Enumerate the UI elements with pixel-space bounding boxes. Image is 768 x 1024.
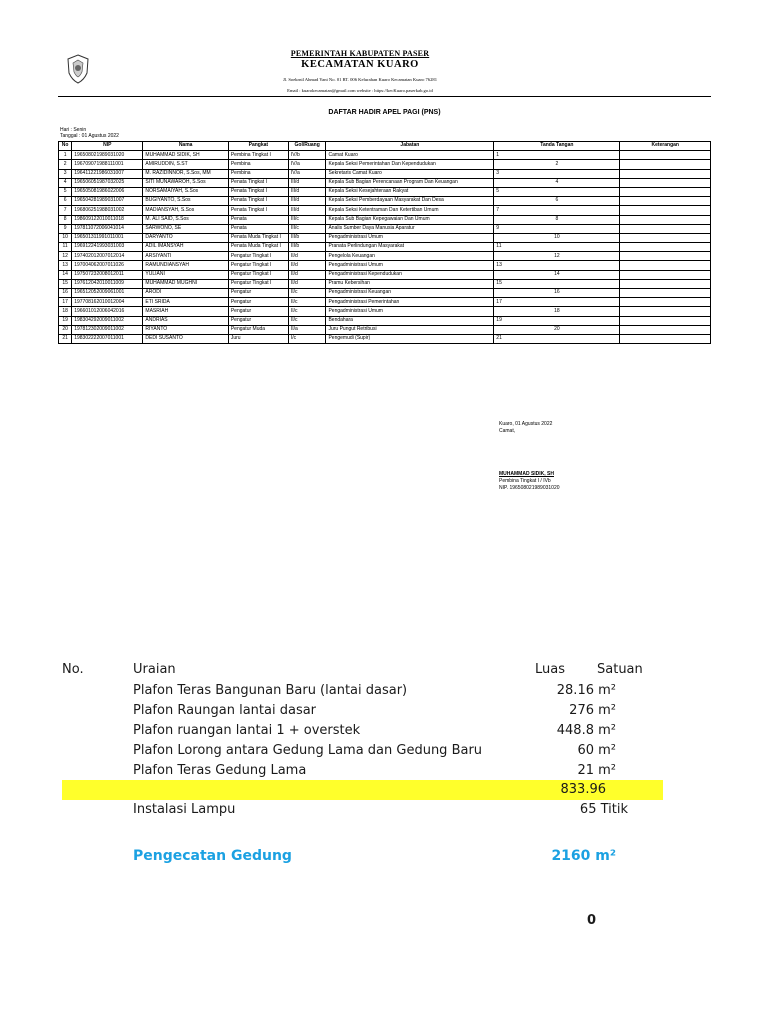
attendance-meta xyxy=(60,127,119,139)
row-jabatan: Pengadministrasi Umum xyxy=(326,261,494,270)
row-jabatan: Analis Sumber Daya Manusia Aparatur xyxy=(326,224,494,233)
lamp-label: Instalasi Lampu xyxy=(133,802,236,817)
table-row xyxy=(59,298,711,307)
row-nama: DARYANTO xyxy=(143,233,228,242)
table-row xyxy=(59,215,711,224)
row-jabatan: Juru Pungut Retribusi xyxy=(326,325,494,334)
item-value: 276 m² xyxy=(569,703,616,718)
row-nip: 196601012006042016 xyxy=(72,307,143,316)
row-ttd: 2 xyxy=(494,160,620,169)
row-pangkat: Penata Tingkat I xyxy=(228,187,288,196)
row-pangkat: Pengatur Tingkat I xyxy=(228,279,288,288)
row-keterangan xyxy=(620,160,711,169)
row-nama: DEDI SUSANTO xyxy=(143,334,228,343)
row-nip: 197004062007011026 xyxy=(72,261,143,270)
row-keterangan xyxy=(620,325,711,334)
calc-head-no: No. xyxy=(62,662,84,677)
row-nama: MUHAMMAD MUGHNI xyxy=(143,279,228,288)
row-ttd: 4 xyxy=(494,178,620,187)
row-pangkat: Pengatur Tingkat I xyxy=(228,270,288,279)
sign-rank: Pembina Tingkat I / IVb xyxy=(499,478,551,484)
area-calculation xyxy=(0,656,768,956)
row-ttd: 17 xyxy=(494,298,620,307)
row-ttd: 8 xyxy=(494,215,620,224)
row-pangkat: Penata Muda Tingkat I xyxy=(228,243,288,252)
row-nama: ANDRIAS xyxy=(143,316,228,325)
government-name: PEMERINTAH KABUPATEN PASER xyxy=(290,49,430,58)
row-jabatan: Pramu Kebersihan xyxy=(326,279,494,288)
row-pangkat: Pengatur xyxy=(228,307,288,316)
row-no: 13 xyxy=(59,261,72,270)
row-gol: II/c xyxy=(288,316,326,325)
item-value: 21 m² xyxy=(577,763,616,778)
meta-date: Tanggal : 01 Agustus 2022 xyxy=(60,133,119,139)
row-nip: 196912241993031003 xyxy=(72,243,143,252)
row-nip: 198609122010011018 xyxy=(72,215,143,224)
row-jabatan: Kepala Seksi Ketentraman Dan Ketertiban Umum xyxy=(326,206,494,215)
row-ttd: 3 xyxy=(494,169,620,178)
table-row xyxy=(59,160,711,169)
row-no: 11 xyxy=(59,243,72,252)
row-jabatan: Pranata Perlindungan Masyarakat xyxy=(326,243,494,252)
row-gol: II/d xyxy=(288,252,326,261)
row-no: 5 xyxy=(59,187,72,196)
row-nip: 196512052009061001 xyxy=(72,289,143,298)
row-ttd: 15 xyxy=(494,279,620,288)
table-row xyxy=(59,243,711,252)
lamp-value: 65 Titik xyxy=(579,802,628,817)
row-pangkat: Penata xyxy=(228,215,288,224)
district-name: KECAMATAN KUARO xyxy=(301,59,419,70)
calc-head-satuan: Satuan xyxy=(597,662,643,677)
row-gol: II/d xyxy=(288,270,326,279)
row-nip: 196506051987032025 xyxy=(72,178,143,187)
attendance-table xyxy=(58,141,711,344)
row-keterangan xyxy=(620,243,711,252)
row-nip: 197612042010011009 xyxy=(72,279,143,288)
row-nip: 196505081986022006 xyxy=(72,187,143,196)
row-ttd: 18 xyxy=(494,307,620,316)
row-nama: RAMUNDIANSYAH xyxy=(143,261,228,270)
row-gol: III/c xyxy=(288,215,326,224)
col-ttd: Tanda Tangan xyxy=(494,142,620,151)
row-no: 17 xyxy=(59,298,72,307)
row-nip: 196501311991011001 xyxy=(72,233,143,242)
row-no: 2 xyxy=(59,160,72,169)
table-row xyxy=(59,151,711,160)
zero-value: 0 xyxy=(587,913,597,928)
table-row xyxy=(59,334,711,343)
row-nama: SARWONO, SE xyxy=(143,224,228,233)
row-keterangan xyxy=(620,151,711,160)
row-gol: III/d xyxy=(288,206,326,215)
row-ttd: 6 xyxy=(494,197,620,206)
row-nip: 197402012007012014 xyxy=(72,252,143,261)
table-header-row xyxy=(59,142,711,151)
row-nip: 196709071988111001 xyxy=(72,160,143,169)
row-jabatan: Kepala Sub Bagian Kepegawaian Dan Umum xyxy=(326,215,494,224)
row-pangkat: Penata Tingkat I xyxy=(228,178,288,187)
col-pangkat: Pangkat xyxy=(228,142,288,151)
row-keterangan xyxy=(620,224,711,233)
row-nama: YULIANI xyxy=(143,270,228,279)
row-nip: 197507232008012011 xyxy=(72,270,143,279)
row-nama: SITI MUNAWAROH, S.Sos xyxy=(143,178,228,187)
row-gol: II/c xyxy=(288,289,326,298)
row-ttd: 7 xyxy=(494,206,620,215)
row-gol: III/d xyxy=(288,178,326,187)
row-keterangan xyxy=(620,252,711,261)
row-nip: 196504281989031007 xyxy=(72,197,143,206)
row-keterangan xyxy=(620,187,711,196)
item-value: 28.16 m² xyxy=(556,683,616,698)
row-keterangan xyxy=(620,289,711,298)
row-nama: MASRIAH xyxy=(143,307,228,316)
row-gol: II/d xyxy=(288,261,326,270)
row-gol: I/c xyxy=(288,334,326,343)
row-no: 4 xyxy=(59,178,72,187)
row-no: 1 xyxy=(59,151,72,160)
letterhead-divider xyxy=(58,96,711,97)
row-gol: III/d xyxy=(288,197,326,206)
item-label: Plafon Teras Gedung Lama xyxy=(133,763,307,778)
table-row xyxy=(59,233,711,242)
row-nip: 197708162010012004 xyxy=(72,298,143,307)
item-label: Plafon ruangan lantai 1 + overstek xyxy=(133,723,361,738)
row-nama: NORSAMAIYAH, S.Sos xyxy=(143,187,228,196)
row-keterangan xyxy=(620,279,711,288)
table-row xyxy=(59,206,711,215)
attendance-rows xyxy=(59,151,711,344)
item-value: 60 m² xyxy=(577,743,616,758)
calc-head-luas: Luas xyxy=(535,662,565,677)
table-row xyxy=(59,270,711,279)
col-jabatan: Jabatan xyxy=(326,142,494,151)
row-ttd: 1 xyxy=(494,151,620,160)
sign-place-date: Kuaro, 01 Agustus 2022 xyxy=(499,421,553,427)
row-ttd: 13 xyxy=(494,261,620,270)
total-value: 833.96 xyxy=(560,782,606,797)
row-nama: MUHAMMAD SIDIK, SH xyxy=(143,151,228,160)
row-ttd: 21 xyxy=(494,334,620,343)
row-pangkat: Pembina Tingkat I xyxy=(228,151,288,160)
row-no: 10 xyxy=(59,233,72,242)
row-no: 18 xyxy=(59,307,72,316)
row-nama: MADIANSYAH, S.Sos xyxy=(143,206,228,215)
row-keterangan xyxy=(620,270,711,279)
row-ttd: 10 xyxy=(494,233,620,242)
row-jabatan: Bendahara xyxy=(326,316,494,325)
row-pangkat: Pengatur xyxy=(228,316,288,325)
row-pangkat: Pengatur xyxy=(228,289,288,298)
row-ttd: 20 xyxy=(494,325,620,334)
row-no: 8 xyxy=(59,215,72,224)
row-ttd: 9 xyxy=(494,224,620,233)
row-gol: IV/a xyxy=(288,169,326,178)
row-jabatan: Camat Kuaro xyxy=(326,151,494,160)
row-pangkat: Pengatur Tingkat I xyxy=(228,252,288,261)
sign-position: Camat, xyxy=(499,428,516,434)
row-gol: III/b xyxy=(288,243,326,252)
row-gol: IV/b xyxy=(288,151,326,160)
kabupaten-paser-seal-icon xyxy=(66,54,90,84)
row-nama: ADIL IMANSYAH xyxy=(143,243,228,252)
table-row xyxy=(59,197,711,206)
paint-label: Pengecatan Gedung xyxy=(133,848,292,864)
meta-day: Hari : Senin xyxy=(60,127,87,133)
signature-block xyxy=(499,421,560,492)
row-pangkat: Pembina xyxy=(228,160,288,169)
row-ttd: 12 xyxy=(494,252,620,261)
row-keterangan xyxy=(620,261,711,270)
row-keterangan xyxy=(620,169,711,178)
row-nama: ARODI xyxy=(143,289,228,298)
table-row xyxy=(59,289,711,298)
item-label: Plafon Teras Bangunan Baru (lantai dasar) xyxy=(133,683,408,698)
row-jabatan: Kepala Sub Bagian Perencanaan Program Dan Keuangan xyxy=(326,178,494,187)
row-pangkat: Penata Tingkat I xyxy=(228,206,288,215)
row-ttd: 11 xyxy=(494,243,620,252)
row-pangkat: Pengatur Tingkat I xyxy=(228,261,288,270)
row-no: 20 xyxy=(59,325,72,334)
table-row xyxy=(59,187,711,196)
table-row xyxy=(59,252,711,261)
row-jabatan: Pengadministrasi Pemerintahan xyxy=(326,298,494,307)
row-ttd: 5 xyxy=(494,187,620,196)
row-no: 12 xyxy=(59,252,72,261)
row-no: 14 xyxy=(59,270,72,279)
row-gol: II/a xyxy=(288,325,326,334)
row-keterangan xyxy=(620,307,711,316)
table-row xyxy=(59,279,711,288)
row-gol: III/b xyxy=(288,233,326,242)
col-nip: NIP xyxy=(72,142,143,151)
row-jabatan: Kepala Seksi Pemberdayaan Masyarakat Dan Desa xyxy=(326,197,494,206)
row-pangkat: Penata xyxy=(228,224,288,233)
office-contact: Email : kuarokecamatan@gmail.com website : https://kecKuaro.paserkab.go.id xyxy=(287,88,433,93)
calc-head-uraian: Uraian xyxy=(133,662,176,677)
col-nama: Nama xyxy=(143,142,228,151)
row-no: 6 xyxy=(59,197,72,206)
row-nama: ARSIYANTI xyxy=(143,252,228,261)
sign-name: MUHAMMAD SIDIK, SH xyxy=(499,471,554,477)
document-title: DAFTAR HADIR APEL PAGI (PNS) xyxy=(328,109,441,116)
row-gol: III/d xyxy=(288,187,326,196)
table-row xyxy=(59,261,711,270)
row-keterangan xyxy=(620,215,711,224)
row-gol: II/c xyxy=(288,307,326,316)
row-jabatan: Kepala Seksi Kesejahteraan Rakyat xyxy=(326,187,494,196)
row-keterangan xyxy=(620,206,711,215)
col-gol: Gol/Ruang xyxy=(288,142,326,151)
row-no: 9 xyxy=(59,224,72,233)
row-keterangan xyxy=(620,334,711,343)
item-label: Plafon Raungan lantai dasar xyxy=(133,703,317,718)
row-nama: ETI SRIDA xyxy=(143,298,228,307)
table-row xyxy=(59,169,711,178)
table-row xyxy=(59,178,711,187)
row-jabatan: Pengelola Keuangan xyxy=(326,252,494,261)
row-nip: 196508021989031020 xyxy=(72,151,143,160)
col-keterangan: Keterangan xyxy=(620,142,711,151)
row-nip: 198302222007011001 xyxy=(72,334,143,343)
row-nip: 196806251988031002 xyxy=(72,206,143,215)
row-pangkat: Pembina xyxy=(228,169,288,178)
row-no: 21 xyxy=(59,334,72,343)
row-keterangan xyxy=(620,298,711,307)
row-ttd: 16 xyxy=(494,289,620,298)
row-keterangan xyxy=(620,197,711,206)
row-nama: BUGIYANTO, S.Sos xyxy=(143,197,228,206)
row-nama: AMIRUDDIN, S.ST xyxy=(143,160,228,169)
row-jabatan: Pengadministrasi Umum xyxy=(326,233,494,242)
row-ttd: 14 xyxy=(494,270,620,279)
row-keterangan xyxy=(620,178,711,187)
row-keterangan xyxy=(620,233,711,242)
row-gol: IV/a xyxy=(288,160,326,169)
office-address: Jl. Soekrnil Ahmad Yani No. 01 RT. 006 Kelurahan Kuaro Kecamatan Kuaro 76281 xyxy=(282,77,437,82)
paint-value: 2160 m² xyxy=(551,848,616,864)
table-row xyxy=(59,224,711,233)
row-pangkat: Pengatur Muda xyxy=(228,325,288,334)
row-nip: 197812302009011002 xyxy=(72,325,143,334)
row-pangkat: Pengatur xyxy=(228,298,288,307)
row-gol: II/c xyxy=(288,298,326,307)
row-nama: RIYANTO xyxy=(143,325,228,334)
row-no: 19 xyxy=(59,316,72,325)
table-row xyxy=(59,307,711,316)
letterhead xyxy=(230,49,490,93)
row-no: 7 xyxy=(59,206,72,215)
row-nip: 196411221986031007 xyxy=(72,169,143,178)
row-nama: M. RAZIDINNOR, S.Sos, MM xyxy=(143,169,228,178)
item-label: Plafon Lorong antara Gedung Lama dan Gedung Baru xyxy=(133,743,483,758)
item-value: 448.8 m² xyxy=(556,723,616,738)
row-no: 3 xyxy=(59,169,72,178)
col-no: No xyxy=(59,142,72,151)
row-ttd: 19 xyxy=(494,316,620,325)
row-no: 15 xyxy=(59,279,72,288)
row-no: 16 xyxy=(59,289,72,298)
row-jabatan: Sekretaris Camat Kuaro xyxy=(326,169,494,178)
row-gol: III/c xyxy=(288,224,326,233)
row-jabatan: Pengadministrasi Kependudukan xyxy=(326,270,494,279)
row-gol: II/d xyxy=(288,279,326,288)
row-jabatan: Pengadministrasi Keuangan xyxy=(326,289,494,298)
table-row xyxy=(59,325,711,334)
row-nip: 198304292009011002 xyxy=(72,316,143,325)
row-pangkat: Penata Muda Tingkat I xyxy=(228,233,288,242)
row-jabatan: Kepala Seksi Pemerintahan Dan Kependudukan xyxy=(326,160,494,169)
row-jabatan: Pengemudi (Supir) xyxy=(326,334,494,343)
sign-nip: NIP. 196508021989031020 xyxy=(499,485,560,491)
row-pangkat: Penata Tingkat I xyxy=(228,197,288,206)
table-row xyxy=(59,316,711,325)
row-pangkat: Juru xyxy=(228,334,288,343)
row-nama: M. ALI SAID, S.Sos xyxy=(143,215,228,224)
row-nip: 197811072006041014 xyxy=(72,224,143,233)
row-jabatan: Pengadministrasi Umum xyxy=(326,307,494,316)
row-keterangan xyxy=(620,316,711,325)
